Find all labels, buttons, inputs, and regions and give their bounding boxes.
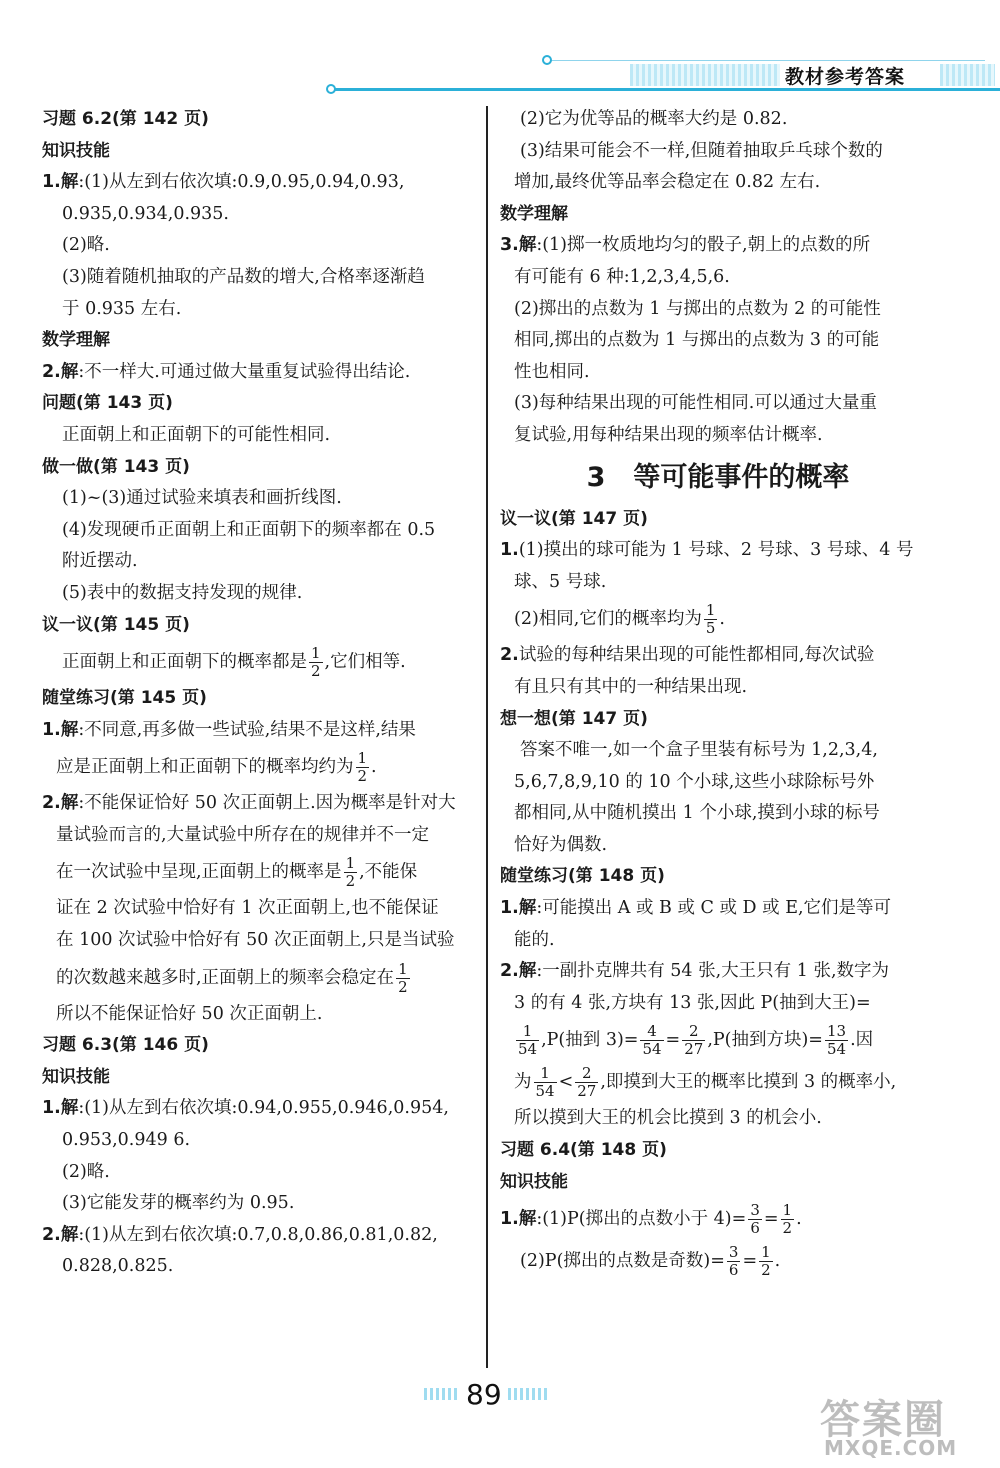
- answer-line: 证在 2 次试验中恰好有 1 次正面朝上,也不能保证: [56, 898, 439, 919]
- footer-decoration: [508, 1388, 548, 1400]
- answer-number: 2.解: [42, 1224, 79, 1245]
- fraction: $\frac{1}{2}$: [345, 854, 356, 891]
- fraction: $\frac{1}{54}$: [535, 1064, 555, 1101]
- answer-number: 2.: [500, 645, 519, 666]
- watermark-url: MXQE.COM: [824, 1436, 958, 1460]
- answer-line: 0.935,0.934,0.935.: [62, 203, 229, 224]
- header-dot-icon: [542, 55, 552, 65]
- fraction: $\frac{1}{54}$: [518, 1022, 538, 1059]
- answer-line: 的次数越来越多时,正面朝上的频率会稳定在 $\frac{1}{2}$: [56, 959, 408, 996]
- answer-number: 2.解: [500, 961, 537, 982]
- answer-line: (2)略.: [62, 1161, 110, 1182]
- answer-line: 3 的有 4 张,方块有 13 张,因此 P(抽到大王)=: [514, 992, 871, 1013]
- answer-line: 增加,最终优等品率会稳定在 0.82 左右.: [514, 172, 821, 193]
- header-rule-top: [545, 60, 985, 61]
- fraction: $\frac{1}{2}$: [782, 1201, 793, 1238]
- header-decoration-right: [940, 64, 995, 86]
- answer-number: 1.解: [42, 172, 79, 193]
- answer-line: 附近摆动.: [62, 551, 138, 572]
- answer-line: 在 100 次试验中恰好有 50 次正面朝上,只是当试验: [56, 930, 455, 951]
- answer-line: 所以不能保证恰好 50 次正面朝上.: [56, 1003, 323, 1024]
- answer-line: 2.解:不能保证恰好 50 次正面朝上.因为概率是针对大: [42, 793, 456, 814]
- answer-line: 2.解:(1)从左到右依次填:0.7,0.8,0.86,0.81,0.82,: [42, 1224, 438, 1245]
- watermark-text: 答案圈: [820, 1397, 946, 1443]
- fraction: $\frac{3}{6}$: [750, 1201, 760, 1238]
- fraction: $\frac{4}{54}$: [642, 1022, 662, 1059]
- answer-line: 2.试验的每种结果出现的可能性都相同,每次试验: [500, 645, 875, 666]
- exercise-heading: 想一想(第 147 页): [500, 708, 648, 729]
- header-end-dot-icon: [326, 84, 336, 94]
- left-column: [42, 104, 478, 1283]
- answer-line: 1.(1)摸出的球可能为 1 号球、2 号球、3 号球、4 号: [500, 540, 914, 561]
- answer-line: 1.解:不同意,再多做一些试验,结果不是这样,结果: [42, 719, 416, 740]
- answer-line: 1.解:(1)P(掷出的点数小于 4)= $\frac{3}{6}$ = $\frac{1}{2}$ .: [500, 1201, 802, 1238]
- answer-line: 所以摸到大王的机会比摸到 3 的机会小.: [514, 1108, 822, 1129]
- answer-line: 于 0.935 左右.: [62, 298, 182, 319]
- answer-number: 1.解: [500, 898, 537, 919]
- page-header: [330, 48, 1000, 98]
- section-title: [500, 452, 936, 504]
- fraction: $\frac{2}{27}$: [684, 1022, 704, 1059]
- watermark-logo: [812, 1388, 992, 1464]
- subheading: 知识技能: [42, 1066, 110, 1087]
- answer-number: 1.解: [42, 719, 79, 740]
- header-title: 教材参考答案: [785, 66, 906, 88]
- answer-line: 0.953,0.949 6.: [62, 1130, 191, 1151]
- answer-line: (3)它能发芽的概率约为 0.95.: [62, 1193, 295, 1214]
- exercise-heading: 习题 6.3(第 146 页): [42, 1035, 209, 1056]
- answer-line: 有且只有其中的一种结果出现.: [514, 676, 748, 697]
- answer-line: 性也相同.: [514, 361, 590, 382]
- answer-number: 2.解: [42, 793, 79, 814]
- answer-line: 正面朝上和正面朝下的可能性相同.: [62, 424, 331, 445]
- answer-line: (2)相同,它们的概率均为 $\frac{1}{5}$ .: [514, 601, 725, 638]
- exercise-heading: 议一议(第 147 页): [500, 508, 648, 529]
- fraction: $\frac{1}{5}$: [705, 601, 716, 638]
- fraction: $\frac{1}{2}$: [357, 749, 368, 786]
- answer-line: 量试验而言的,大量试验中所存在的规律并不一定: [56, 824, 430, 845]
- answer-line: 正面朝上和正面朝下的概率都是 $\frac{1}{2}$ ,它们相等.: [62, 644, 406, 681]
- footer-decoration: [424, 1388, 460, 1400]
- fraction: $\frac{1}{2}$: [311, 644, 321, 681]
- section-number: 3: [586, 461, 606, 493]
- subheading: 知识技能: [500, 1171, 568, 1192]
- answer-line: 都相同,从中随机摸出 1 个小球,摸到小球的标号: [514, 803, 880, 824]
- exercise-heading: 随堂练习(第 145 页): [42, 688, 207, 709]
- fraction: $\frac{1}{2}$: [398, 959, 408, 996]
- header-rule: [330, 88, 1000, 91]
- answer-line: 3.解:(1)掷一枚质地均匀的骰子,朝上的点数的所: [500, 235, 871, 256]
- answer-number: 2.解: [42, 361, 79, 382]
- answer-line: 相同,掷出的点数为 1 与掷出的点数为 3 的可能: [514, 330, 880, 351]
- answer-line: $\frac{1}{54}$ ,P(抽到 3)= $\frac{4}{54}$ = $\frac{2}{27}$ ,P(抽到方块)= $\frac{13}{54}$ .因: [518, 1022, 874, 1059]
- answer-line: 能的.: [514, 929, 555, 950]
- exercise-heading: 问题(第 143 页): [42, 393, 173, 414]
- subheading: 数学理解: [500, 203, 568, 224]
- exercise-heading: 习题 6.4(第 148 页): [500, 1140, 667, 1161]
- answer-line: (3)结果可能会不一样,但随着抽取乒乓球个数的: [520, 140, 883, 161]
- answer-line: 1.解:(1)从左到右依次填:0.9,0.95,0.94,0.93,: [42, 172, 405, 193]
- fraction: $\frac{1}{2}$: [761, 1243, 771, 1280]
- answer-line: 1.解:(1)从左到右依次填:0.94,0.955,0.946,0.954,: [42, 1098, 449, 1119]
- answer-line: (3)每种结果出现的可能性相同.可以通过大量重: [514, 393, 877, 414]
- answer-line: 球、5 号球.: [514, 571, 607, 592]
- answer-line: 应是正面朝上和正面朝下的概率均约为 $\frac{1}{2}$ .: [56, 749, 377, 786]
- answer-number: 1.解: [42, 1098, 79, 1119]
- answer-line: (2)P(掷出的点数是奇数)= $\frac{3}{6}$ = $\frac{1}{2}$ .: [520, 1243, 781, 1280]
- answer-line: 在一次试验中呈现,正面朝上的概率是 $\frac{1}{2}$ ,不能保: [56, 854, 418, 891]
- exercise-heading: 议一议(第 145 页): [42, 614, 190, 635]
- answer-line: (1)~(3)通过试验来填表和画折线图.: [62, 488, 342, 509]
- answer-line: 复试验,用每种结果出现的频率估计概率.: [514, 424, 823, 445]
- answer-line: (4)发现硬币正面朝上和正面朝下的频率都在 0.5: [62, 519, 436, 540]
- answer-line: 为 $\frac{1}{54}$ < $\frac{2}{27}$ ,即摸到大王的概率比摸到 3 的概率小,: [514, 1064, 897, 1101]
- exercise-heading: 随堂练习(第 148 页): [500, 866, 665, 887]
- subheading: 知识技能: [42, 140, 110, 161]
- answer-number: 1.: [500, 540, 519, 561]
- exercise-heading: 做一做(第 143 页): [42, 456, 190, 477]
- section-title-text: 等可能事件的概率: [633, 461, 850, 493]
- answer-line: 答案不唯一,如一个盒子里装有标号为 1,2,3,4,: [520, 740, 878, 761]
- answer-line: 5,6,7,8,9,10 的 10 个小球,这些小球除标号外: [514, 771, 875, 792]
- answer-line: (2)掷出的点数为 1 与掷出的点数为 2 的可能性: [514, 298, 881, 319]
- answer-line: (3)随着随机抽取的产品数的增大,合格率逐渐趋: [62, 266, 425, 287]
- right-column: [500, 104, 936, 1282]
- answer-line: 2.解:不一样大.可通过做大量重复试验得出结论.: [42, 361, 411, 382]
- page-number: 89: [466, 1378, 502, 1411]
- fraction: $\frac{13}{54}$: [826, 1022, 847, 1059]
- answer-line: (2)略.: [62, 235, 110, 256]
- answer-line: 恰好为偶数.: [514, 834, 608, 855]
- fraction: $\frac{2}{27}$: [577, 1064, 597, 1101]
- answer-line: 2.解:一副扑克牌共有 54 张,大王只有 1 张,数字为: [500, 961, 890, 982]
- answer-number: 1.解: [500, 1209, 537, 1230]
- answer-line: 0.828,0.825.: [62, 1256, 174, 1277]
- exercise-heading: 习题 6.2(第 142 页): [42, 109, 209, 129]
- fraction: $\frac{3}{6}$: [728, 1243, 739, 1280]
- answer-number: 3.解: [500, 235, 537, 256]
- answer-line: 有可能有 6 种:1,2,3,4,5,6.: [514, 266, 730, 287]
- answer-line: 1.解:可能摸出 A 或 B 或 C 或 D 或 E,它们是等可: [500, 898, 892, 919]
- answer-line: (5)表中的数据支持发现的规律.: [62, 582, 303, 603]
- header-decoration: [630, 64, 780, 86]
- answer-line: (2)它为优等品的概率大约是 0.82.: [520, 109, 788, 129]
- subheading: 数学理解: [42, 330, 110, 351]
- column-divider: [486, 106, 488, 1368]
